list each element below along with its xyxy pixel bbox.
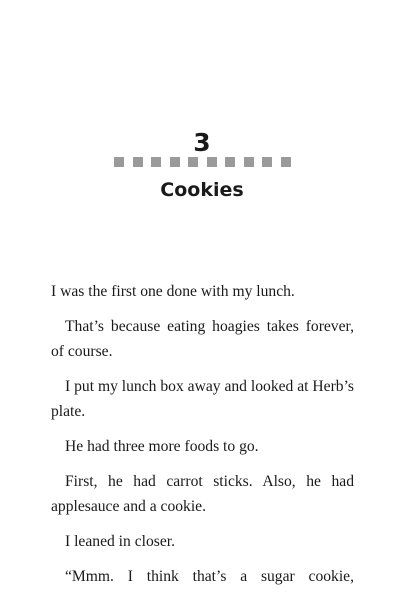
divider-square: [188, 157, 198, 167]
paragraph: That’s because eating hoagies takes forever, of course.: [51, 318, 354, 360]
body-text: [51, 279, 354, 599]
paragraph: I put my lunch box away and looked at Herb’s plate.: [51, 378, 354, 420]
paragraph: He had three more foods to go.: [65, 438, 259, 455]
divider-square: [133, 157, 143, 167]
divider-square: [151, 157, 161, 167]
chapter-number: 3: [193, 128, 211, 157]
paragraph: I was the first one done with my lunch.: [51, 283, 295, 300]
divider-square: [207, 157, 217, 167]
divider-square: [281, 157, 291, 167]
paragraph: I leaned in closer.: [65, 533, 175, 550]
divider-square: [244, 157, 254, 167]
paragraph: “Mmm. I think that’s a sugar cookie,: [65, 568, 354, 585]
divider-square: [170, 157, 180, 167]
chapter-divider: [114, 157, 291, 168]
paragraph: First, he had carrot sticks. Also, he had applesauce and a cookie.: [51, 473, 354, 515]
divider-square: [262, 157, 272, 167]
chapter-title: Cookies: [160, 179, 244, 201]
divider-square: [225, 157, 235, 167]
divider-square: [114, 157, 124, 167]
